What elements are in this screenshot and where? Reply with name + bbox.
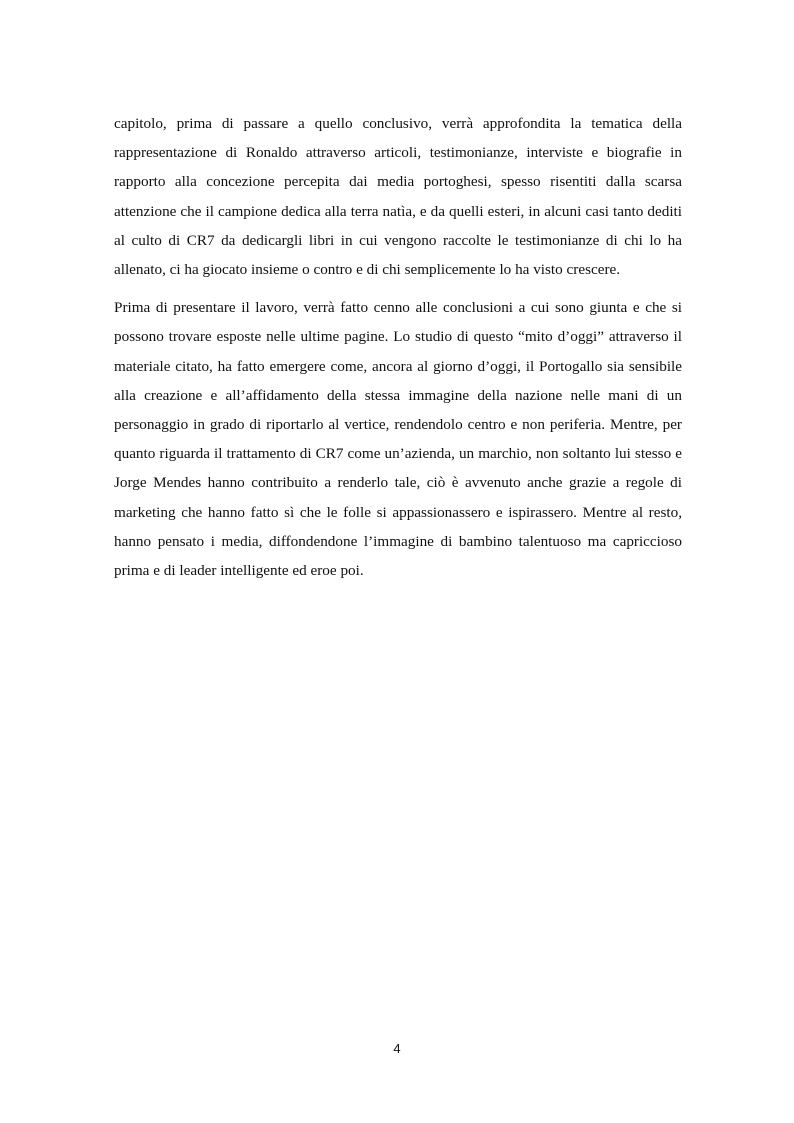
- paragraph-1: capitolo, prima di passare a quello conclusivo, verrà approfondita la tematica della rappresentazione di Ronaldo attraverso articoli, testimonianze, interviste e biografie in rapporto alla concezione percepita dai media portoghesi, spesso risentiti dalla scarsa attenzione che il campione dedica alla terra natìa, e da quelli esteri, in alcuni casi tanto dediti al culto di CR7 da dedicargli libri in cui vengono raccolte le testimonianze di chi lo ha allenato, ci ha giocato insieme o contro e di chi semplicemente lo ha visto crescere.: [114, 115, 682, 279]
- page-number: 4: [393, 1041, 401, 1056]
- body-text: [114, 109, 682, 585]
- paragraph-2: Prima di presentare il lavoro, verrà fatto cenno alle conclusioni a cui sono giunta e che si possono trovare esposte nelle ultime pagine. Lo studio di questo “mito d’oggi” attraverso il materiale citato, ha fatto emergere come, ancora al giorno d’oggi, il Portogallo sia sensibile alla creazione e all’affidamento della stessa immagine della nazione nelle mani di un personaggio in grado di riportarlo al vertice, rendendolo centro e non periferia. Mentre, per quanto riguarda il trattamento di CR7 come un’azienda, un marchio, non soltanto lui stesso e Jorge Mendes hanno contribuito a renderlo tale, ciò è avvenuto anche grazie a regole di marketing che hanno fatto sì che le folle si appassionassero e ispirassero. Mentre al resto, hanno pensato i media, diffondendone l’immagine di bambino talentuoso ma capriccioso prima e di leader intelligente ed eroe poi.: [114, 299, 682, 580]
